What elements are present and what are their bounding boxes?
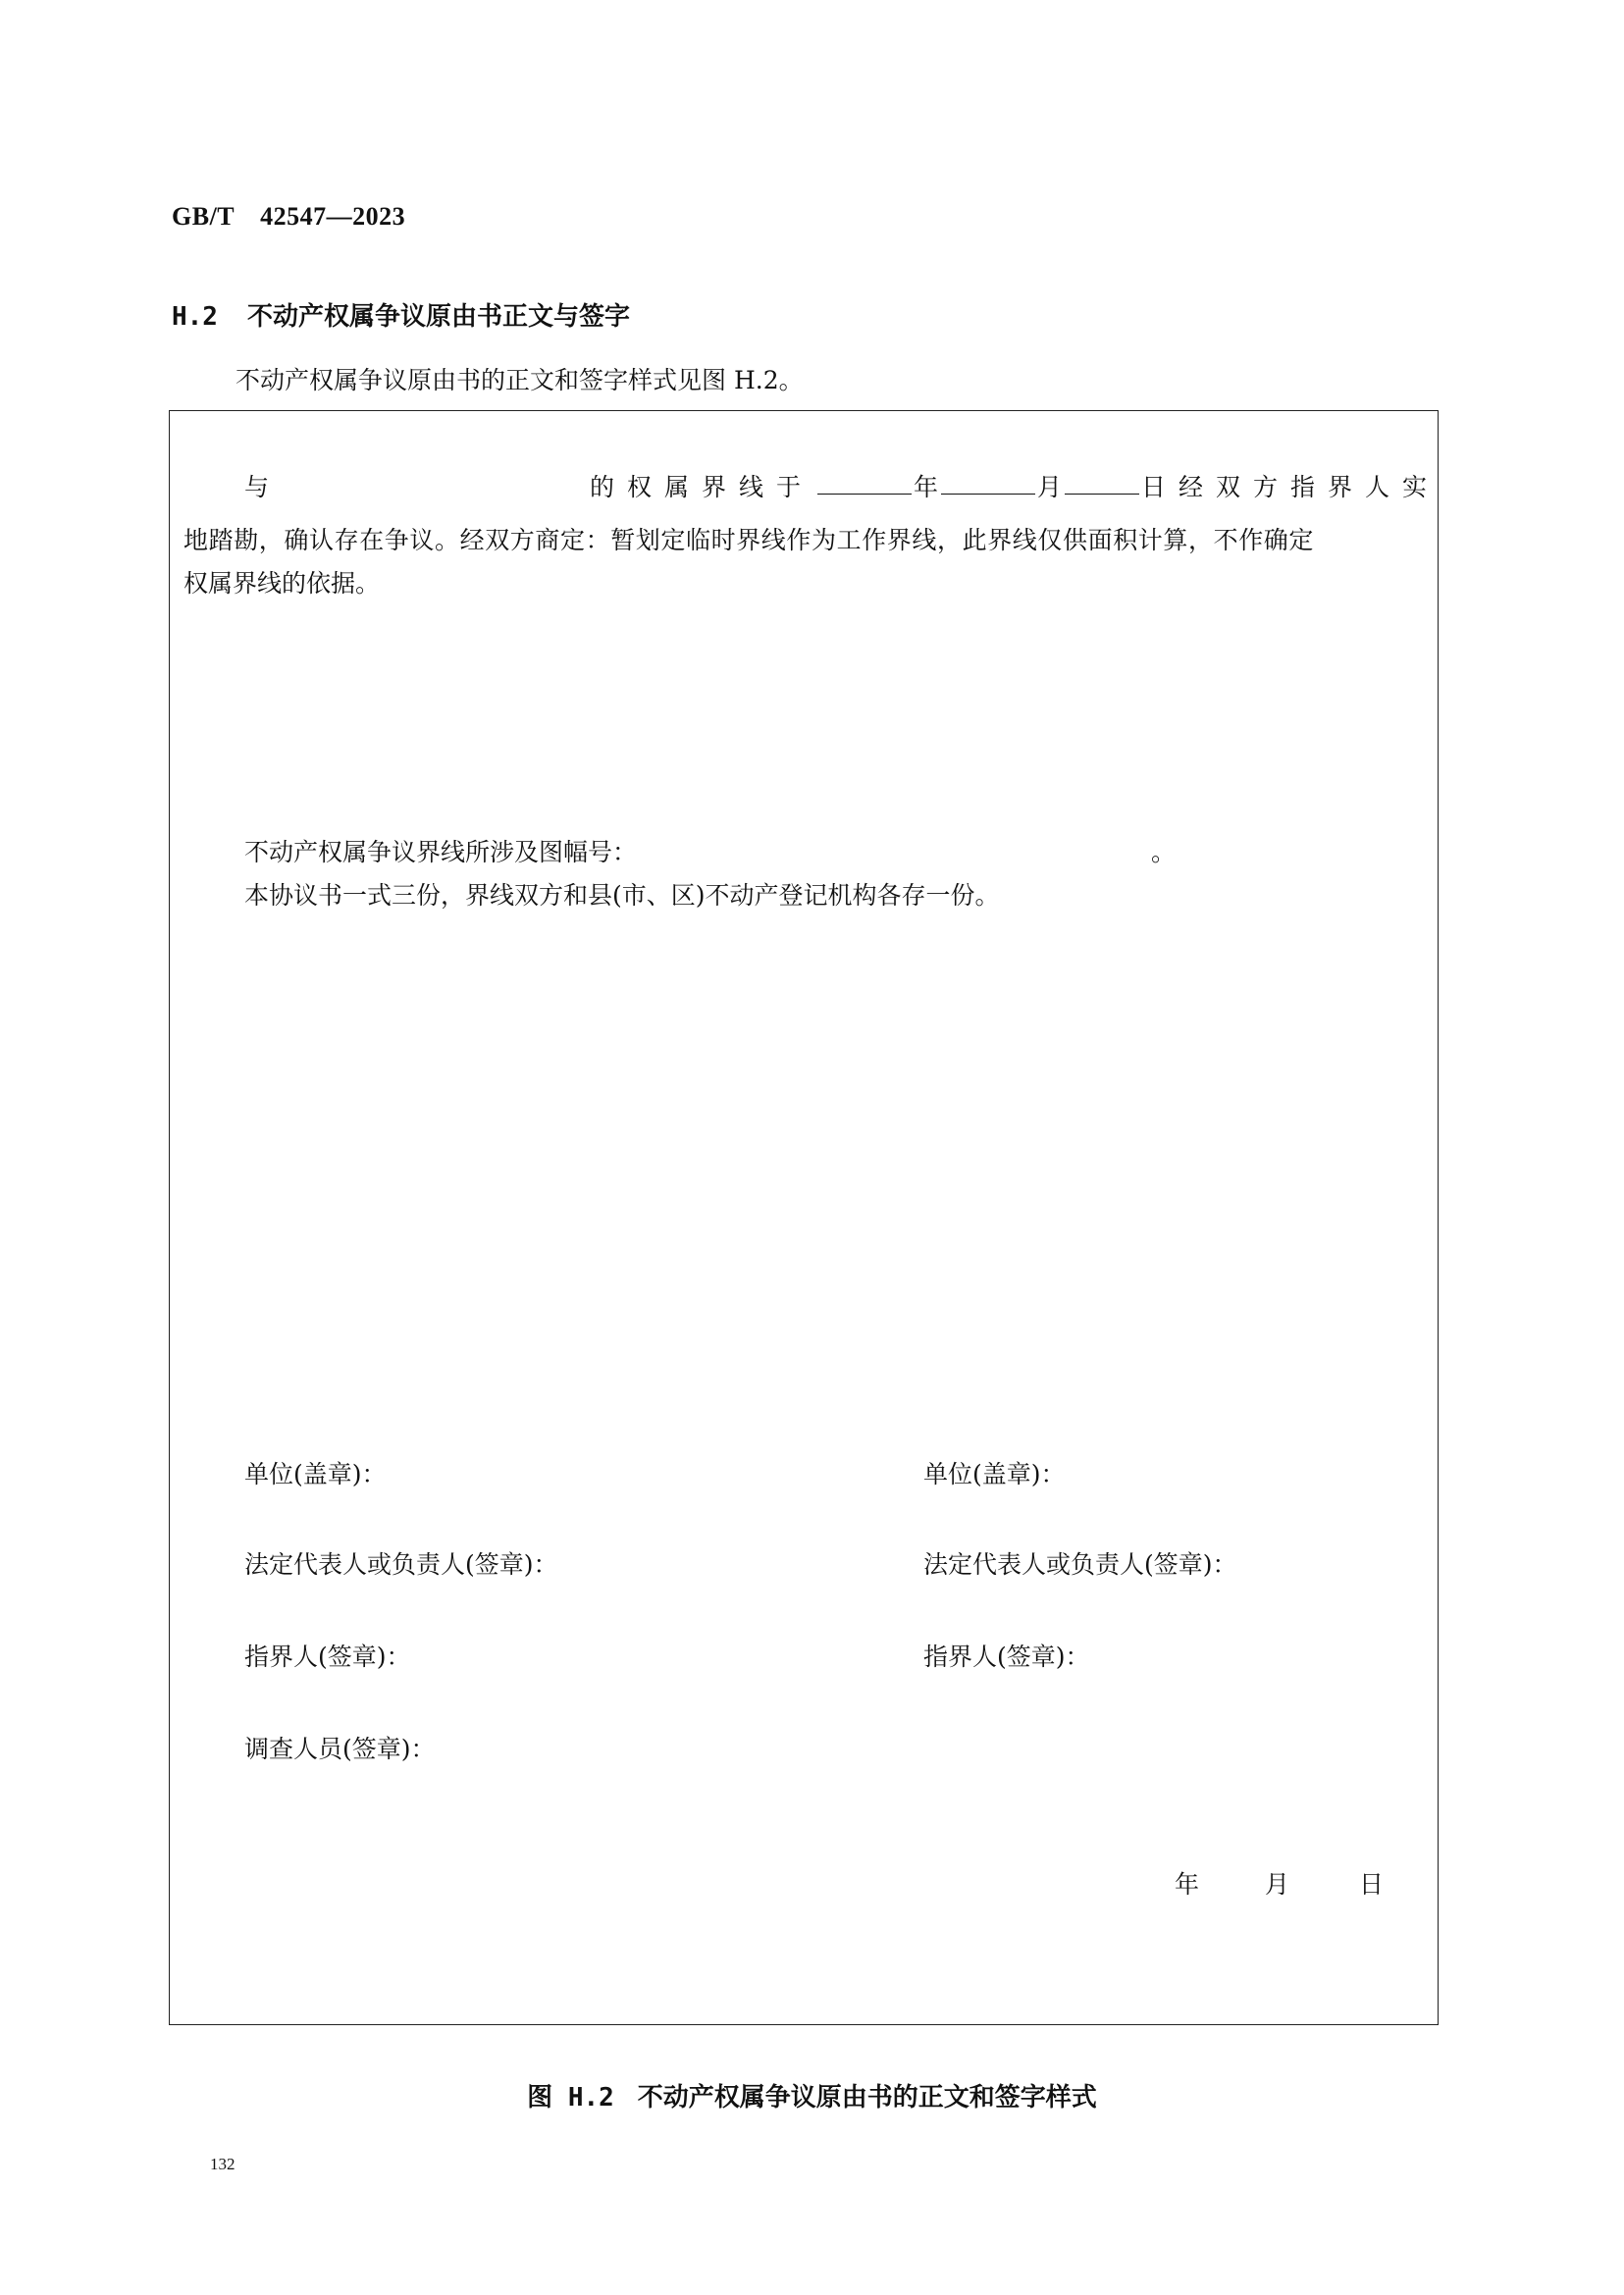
left-surveyor: 调查人员(签章)：: [244, 1735, 436, 1763]
date-month: 月: [1265, 1870, 1290, 1899]
year-blank: [817, 472, 912, 495]
section-intro: 不动产权属争议原由书的正文和签字样式见图 H.2。: [236, 366, 804, 394]
day-blank: [1065, 472, 1139, 495]
form-month: 月: [1037, 473, 1063, 501]
section-title: 不动产权属争议原由书正文与签字: [246, 302, 630, 332]
right-legal-rep: 法定代表人或负责人(签章)：: [923, 1550, 1237, 1579]
section-number: H.2: [172, 302, 218, 332]
figure-caption: [0, 2077, 1624, 2113]
agreement-form: [169, 410, 1439, 2025]
form-line-2: 地踏勘，确认存在争议。经双方商定：暂划定临时界线作为工作界线，此界线仅供面积计算，不作确定: [183, 526, 1315, 554]
right-unit-seal: 单位(盖章)：: [923, 1460, 1066, 1488]
form-year: 年: [914, 473, 939, 501]
left-unit-seal: 单位(盖章)：: [244, 1460, 387, 1488]
page-number: 132: [210, 2155, 236, 2173]
standard-code: GB/T 42547—2023: [172, 202, 406, 231]
form-line-3: 权属界线的依据。: [183, 569, 381, 598]
figure-title: 不动产权属争议原由书的正文和签字样式: [637, 2083, 1097, 2112]
map-sheet-end: 。: [1151, 838, 1177, 866]
date-year: 年: [1175, 1870, 1200, 1899]
form-day-rest: 日经双方指界人实: [1141, 473, 1441, 501]
map-sheet-label: 不动产权属争议界线所涉及图幅号：: [244, 838, 638, 866]
date-day: 日: [1359, 1870, 1385, 1899]
left-boundary-person: 指界人(签章)：: [244, 1643, 411, 1671]
right-boundary-person: 指界人(签章)：: [923, 1643, 1090, 1671]
copies-text: 本协议书一式三份，界线双方和县(市、区)不动产登记机构各存一份。: [244, 881, 1000, 910]
section-heading: [172, 296, 630, 333]
left-legal-rep: 法定代表人或负责人(签章)：: [244, 1550, 558, 1579]
form-yu: 与: [244, 473, 270, 501]
month-blank: [941, 472, 1035, 495]
figure-number: 图 H.2: [527, 2083, 614, 2112]
form-boundary-text: 的权属界线于: [590, 473, 814, 501]
